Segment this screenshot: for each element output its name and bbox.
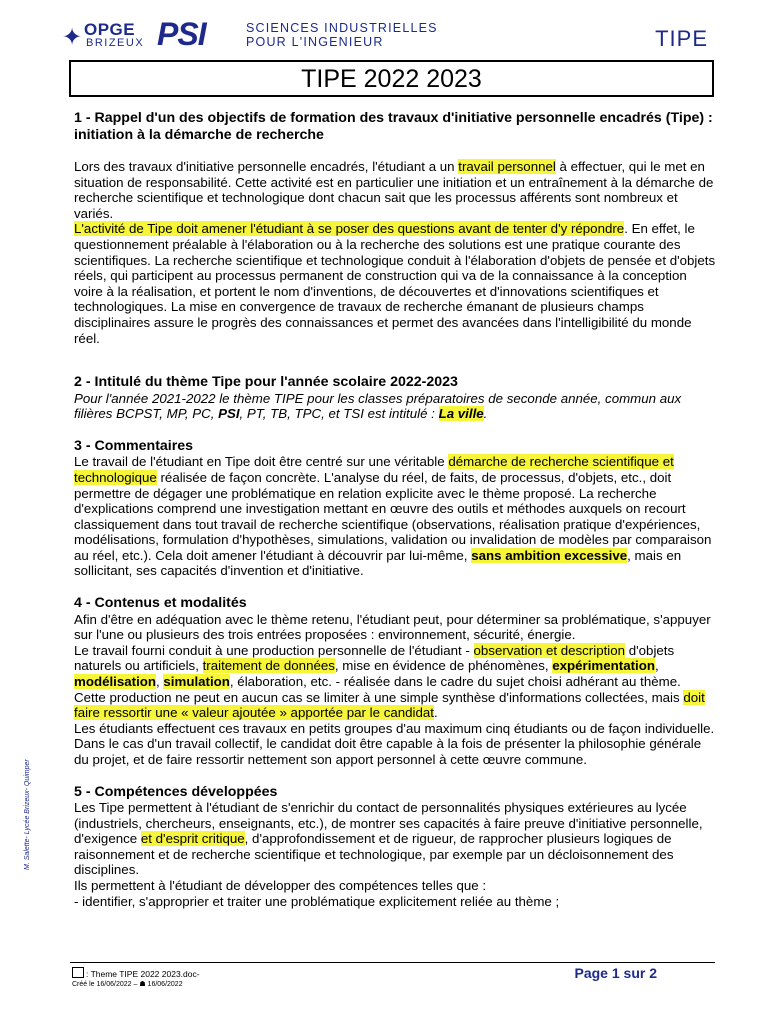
theme-highlight: La ville bbox=[438, 406, 484, 422]
brizeux-logo-text: BRIZEUX bbox=[86, 37, 145, 49]
section-5-paragraph-1 bbox=[74, 800, 719, 878]
page-footer bbox=[70, 962, 715, 988]
text-run: réalisée de façon concrète. L'analyse du réel, de faits, de processus, d'objets, etc., doit permettre de dégager une problématique en relation explicite avec le thème proposé. La recherche d'explications comprend une investigation mettant en œuvre des outils et méthodes auxquels on recourt classiquement dans tout travail de recherche scientifique (observations, réalisation pratique d'expériences, modélisations, formulation d'hypothèses, simulations, validation ou invalidation de modèles par comparaison au réel, etc.). Cela doit amener l'étudiant à découvrir par lui-même, bbox=[74, 469, 712, 563]
section-2-paragraph bbox=[74, 391, 719, 422]
text-run: Lors des travaux d'initiative personnelle encadrés, l'étudiant a un bbox=[74, 159, 459, 174]
floppy-disk-icon bbox=[72, 967, 84, 978]
text-run: , PT, TB, TPC, et TSI est intitulé : bbox=[239, 406, 439, 422]
highlight: traitement de données bbox=[202, 658, 335, 674]
text-run: Le travail de l'étudiant en Tipe doit être centré sur une véritable bbox=[74, 454, 449, 470]
document-body bbox=[74, 110, 719, 909]
section-4-paragraph-3 bbox=[74, 690, 719, 721]
highlight: démarche de recherche scientifique et technologique bbox=[74, 454, 674, 485]
text-run: . En effet, le questionnement préalable à l'élaboration ou à la recherche des solutions est une pratique courante des scientifiques. La recherche scientifique et technologique conduit à l'élaboration d'objets de pensée et d'objets réels, qui participent au processus permanent de construction qui va de la connaissance à la conception voire à la réalisation, et portent le nom d'inventions, de découvertes et d'innovations scientifiques et technologiques. La mise en convergence de travaux de recherche émanant de plusieurs champs disciplinaires assure le progrès des connaissances et permet des avancées dans l'intelligibilité du monde réel. bbox=[74, 221, 716, 346]
text-run: , bbox=[156, 673, 164, 689]
document-title: TIPE 2022 2023 bbox=[69, 60, 714, 97]
highlight: observation et description bbox=[473, 642, 626, 658]
text-run: d'objets naturels ou artificiels, bbox=[74, 642, 675, 674]
highlight: simulation bbox=[163, 673, 230, 689]
text-run: , élaboration, etc. - réalisée dans le cadre du sujet choisi adhérant au thème. bbox=[229, 673, 681, 689]
section-1-paragraph-2 bbox=[74, 221, 719, 346]
highlight: sans ambition excessive bbox=[471, 547, 628, 563]
text-run: Cette production ne peut en aucun cas se limiter à une simple synthèse d'informations collectées, mais bbox=[74, 689, 684, 705]
highlight: et d'esprit critique bbox=[140, 831, 245, 847]
text-run: , bbox=[654, 658, 659, 674]
footer-dates: Créé le 16/06/2022 – ☗ 16/06/2022 bbox=[72, 981, 183, 988]
text-run: , mais en sollicitant, ses capacités d'invention et d'initiative. bbox=[74, 547, 682, 579]
tipe-logo: TIPE bbox=[655, 26, 708, 51]
section-2-heading: 2 - Intitulé du thème Tipe pour l'année scolaire 2022-2023 bbox=[74, 374, 458, 391]
opge-logo-text: OPGE bbox=[84, 20, 136, 39]
text-run: à effectuer, qui le met en situation de responsabilité. Cette activité est en particulier une initiation et un entraînement à la démarche de recherche scientifique et technologique dont chacun sait que les processus afférents sont nombreux et variés. bbox=[74, 159, 714, 221]
text-run: , d'approfondissement et de rigueur, de rapprocher plusieurs logiques de raisonnement et de recherche scientifique et technologique, par exemple par un décloisonnement des disciplines. bbox=[74, 831, 674, 878]
highlight: expérimentation bbox=[552, 658, 655, 674]
footer-file bbox=[72, 967, 200, 979]
section-4-paragraph-1: Afin d'être en adéquation avec le thème retenu, l'étudiant peut, pour déterminer sa problématique, s'appuyer sur l'une ou plusieurs des trois entrées proposées : environnement, sécurité, énergie. bbox=[74, 611, 711, 643]
section-1-heading: 1 - Rappel d'un des objectifs de formation des travaux d'initiative personnelle encadrés (Tipe) : initiation à la démarche de recherche bbox=[74, 110, 713, 143]
text-run: Pour l'année 2021-2022 le thème TIPE pour les classes préparatoires de seconde année, commun aux filières BCPST, MP, PC, bbox=[74, 390, 682, 422]
author-side-note bbox=[24, 759, 44, 870]
section-5-heading: 5 - Compétences développées bbox=[74, 783, 278, 800]
section-1-paragraph-1 bbox=[74, 159, 719, 221]
section-3-paragraph bbox=[74, 454, 719, 579]
si-logo bbox=[246, 21, 438, 49]
text-run: Les Tipe permettent à l'étudiant de s'enrichir du contact de personnalités physiques extérieures au lycée (industriels, chercheurs, enseignants, etc.), de montrer ses capacités à faire preuve d'initiative personnelle, d'exigence bbox=[74, 800, 703, 847]
highlight: doit faire ressortir une « valeur ajoutée » apportée par le candidat bbox=[74, 689, 705, 721]
footer-filename: : Theme TIPE 2022 2023.doc- bbox=[86, 969, 200, 979]
author-side-note-text: M. Salette- Lycée Brizeux- Quimper bbox=[24, 759, 31, 870]
text-run: . bbox=[433, 705, 438, 721]
section-3-heading: 3 - Commentaires bbox=[74, 437, 194, 454]
page-header bbox=[62, 18, 708, 54]
section-4-paragraph-2 bbox=[74, 643, 719, 690]
psi-emphasis: PSI bbox=[218, 406, 240, 422]
opge-logo bbox=[62, 20, 145, 52]
text-run: . bbox=[483, 406, 488, 422]
text-run: Le travail fourni conduit à une production personnelle de l'étudiant - bbox=[74, 642, 474, 658]
text-run: , mise en évidence de phénomènes, bbox=[334, 658, 553, 674]
section-5-list-item: - identifier, s'approprier et traiter une problématique explicitement reliée au thème ; bbox=[74, 893, 560, 909]
psi-logo: PSI bbox=[157, 16, 206, 52]
si-logo-line1: SCIENCES INDUSTRIELLES bbox=[246, 21, 438, 35]
highlight: modélisation bbox=[74, 673, 157, 689]
section-4-paragraph-4: Les étudiants effectuent ces travaux en petits groupes d'au maximum cinq étudiants ou de façon individuelle. Dans le cas d'un travail collectif, le candidat doit être capable à la fois de présenter la philosophie générale du projet, et de faire ressortir nettement son apport personnel à cette œuvre commune. bbox=[74, 720, 715, 767]
section-5-paragraph-2: Ils permettent à l'étudiant de développer des compétences telles que : bbox=[74, 877, 487, 893]
opge-star-icon: ✦ bbox=[62, 24, 83, 51]
highlight: L'activité de Tipe doit amener l'étudiant à se poser des questions avant de tenter d'y répondre bbox=[74, 221, 625, 237]
si-logo-line2: POUR L'INGENIEUR bbox=[246, 35, 384, 49]
section-4-heading: 4 - Contenus et modalités bbox=[74, 595, 247, 612]
highlight: travail personnel bbox=[458, 159, 556, 174]
page-number: Page 1 sur 2 bbox=[574, 965, 657, 981]
